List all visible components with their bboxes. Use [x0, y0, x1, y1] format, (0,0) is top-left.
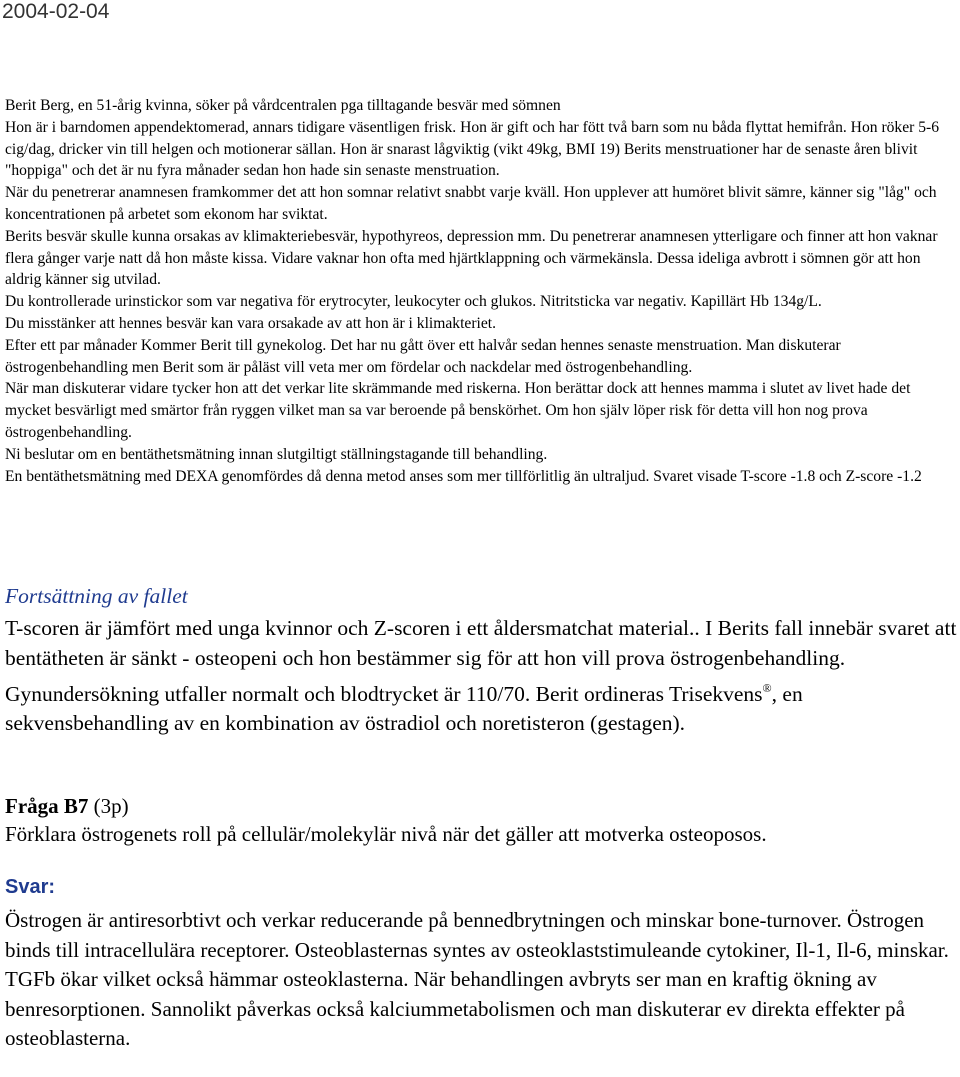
continuation-heading: Fortsättning av fallet [5, 584, 188, 608]
case-paragraph: När du penetrerar anamnesen framkommer det att hon somnar relativt snabbt varje kväll. Hon upplever att humöret blivit sämre, känner sig "låg" och koncentrationen på arbetet som ekonom har sviktat. [5, 184, 937, 223]
question-heading [5, 792, 957, 820]
question-text: Förklara östrogenets roll på cellulär/molekylär nivå när det gäller att motverka osteoposos. [5, 822, 767, 846]
case-paragraph: Berits besvär skulle kunna orsakas av klimakteriebesvär, hypothyreos, depression mm. Du penetrerar anamnesen ytterligare och finner att hon vaknar flera gånger varje natt då hon måste kissa. Vidare vaknar hon ofta med hjärtklappning och värmekänsla. Dessa ideliga avbrott i sömnen gör att hon aldrig känner sig utvilad. [5, 227, 938, 289]
question-label: Fråga B7 [5, 794, 89, 818]
case-paragraph: Ni beslutar om en bentäthetsmätning innan slutgiltigt ställningstagande till behandling. [5, 445, 548, 463]
question-points: (3p) [93, 794, 129, 818]
page-date: 2004-02-04 [2, 0, 110, 23]
continuation-text-end: , en sekvensbehandling av en kombination av östradiol och noretisteron (gestagen). [5, 681, 803, 736]
continuation-text-main: T-scoren är jämfört med unga kvinnor och Z-scoren i ett åldersmatchat material.. I Berits fall innebär svaret att bentätheten är sänkt - osteopeni och hon bestämmer sig för att hon vill prova östrogenbehandling. Gynundersökning utfaller normalt och blodtrycket är 110/70. Berit ordineras Trisekvens [5, 616, 957, 706]
case-paragraph: Du kontrollerade urinstickor som var negativa för erytrocyter, leukocyter och glukos. Nitritsticka var negativ. Kapillärt Hb 134g/L. [5, 293, 822, 311]
answer-label: Svar: [5, 876, 56, 898]
case-paragraph: En bentäthetsmätning med DEXA genomfördes då denna metod anses som mer tillförlitlig än ultraljud. Svaret visade T-score -1.8 och Z-score -1.2 [5, 467, 922, 485]
case-paragraph: Hon är i barndomen appendektomerad, annars tidigare väsentligen frisk. Hon är gift och har fött två barn som nu båda flyttat hemifrån. Hon röker 5-6 cig/dag, dricker vin till helgen och motionerar sällan. Hon är snarast lågviktig (vikt 49kg, BMI 19) Berits menstruationer har de senaste åren blivit "hoppiga" och det är nu fyra månader sedan hon hade sin senaste menstruation. [5, 118, 940, 180]
case-paragraph: När man diskuterar vidare tycker hon att det verkar lite skrämmande med riskerna. Hon berättar dock att hennes mamma i slutet av livet hade det mycket besvärligt med smärtor från ryggen vilket man sa var beroende på benskörhet. Om hon själv löper risk för detta vill hon nog prova östrogenbehandling. [5, 380, 911, 441]
case-paragraph: Efter ett par månader Kommer Berit till gynekolog. Det har nu gått över ett halvår sedan hennes senaste menstruation. Man diskuterar östrogenbehandling men Berit som är påläst vill veta mer om fördelar och nackdelar med östrogenbehandling. [5, 336, 841, 376]
answer-text: Östrogen är antiresorbtivt och verkar reducerande på bennedbrytningen och minskar bone-turnover. Östrogen binds till intracellulära receptorer. Osteoblasternas syntes av osteoklaststimuleande cytokiner, Il-1, Il-6, minskar. TGFb ökar vilket också hämmar osteoklasterna. När behandlingen avbryts ser man en kraftig ökning av benresorptionen. Sannolikt påverkas också kalciummetabolismen och man diskuterar ev direkta effekter på osteoblasterna. [5, 908, 949, 1051]
case-description [5, 95, 957, 487]
registered-mark: ® [762, 680, 772, 695]
case-paragraph: Berit Berg, en 51-årig kvinna, söker på vårdcentralen pga tilltagande besvär med sömnen [5, 97, 561, 114]
continuation-text [5, 614, 957, 739]
case-paragraph: Du misstänker att hennes besvär kan vara orsakade av att hon är i klimakteriet. [5, 314, 497, 332]
